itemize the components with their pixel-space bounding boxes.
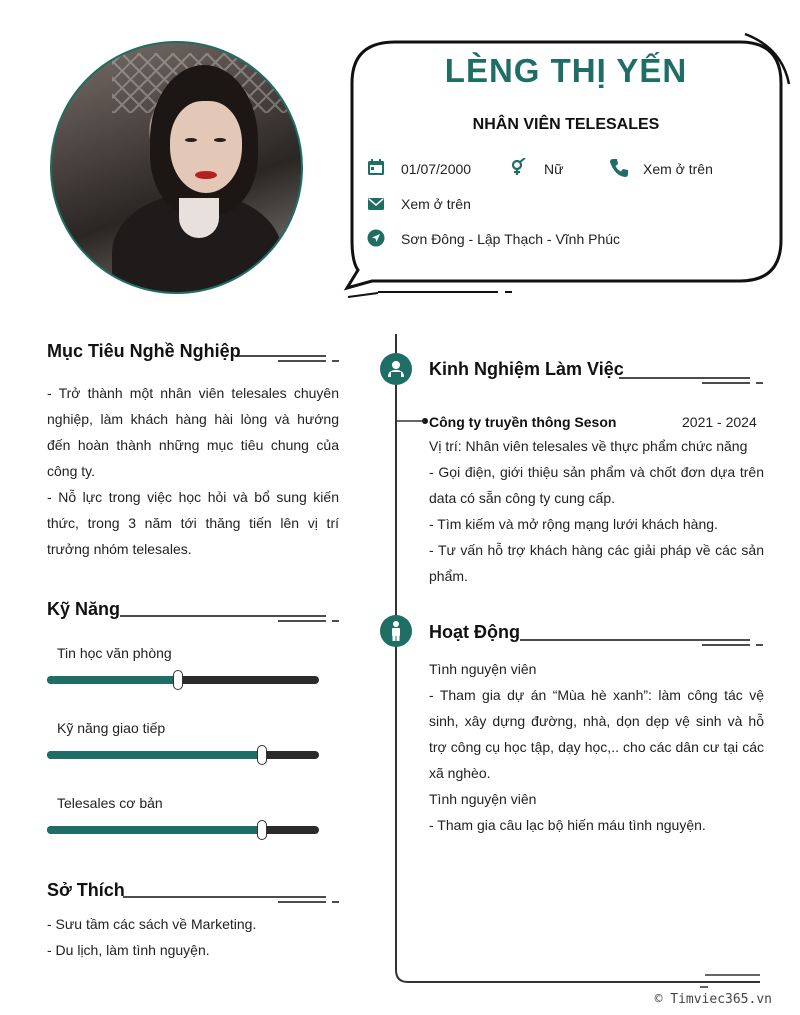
- activities-underline: [520, 636, 766, 648]
- skill-bar-knob: [257, 820, 267, 840]
- gender: Nữ: [544, 161, 564, 177]
- objective-title: Mục Tiêu Nghề Nghiệp: [47, 341, 241, 361]
- work-period: 2021 - 2024: [682, 414, 757, 430]
- email-icon: [367, 195, 385, 213]
- skill-bar-fill: [47, 676, 178, 684]
- skills-underline: [120, 612, 340, 624]
- experience-icon: [380, 353, 412, 385]
- experience-title: Kinh Nghiệm Làm Việc: [429, 359, 624, 379]
- skill-label: Tin học văn phòng: [57, 645, 172, 661]
- profile-photo: [50, 41, 303, 294]
- skills-title: Kỹ Năng: [47, 599, 121, 619]
- hobbies-underline: [123, 893, 341, 905]
- work-duty: - Tìm kiếm và mở rộng mạng lưới khách hàng.: [429, 516, 718, 532]
- skill-bar-fill: [47, 826, 262, 834]
- activities-title: Hoạt Động: [429, 622, 520, 642]
- hobbies-title: Sở Thích: [47, 880, 125, 900]
- email: Xem ở trên: [401, 196, 471, 212]
- company-name: Công ty truyền thông Seson: [429, 414, 617, 430]
- birthdate: 01/07/2000: [401, 161, 472, 177]
- work-position: Vị trí: Nhân viên telesales về thực phẩm chức năng: [429, 438, 748, 454]
- objective-line-1: - Trở thành một nhân viên telesales chuyên nghiệp, làm khách hàng hài lòng và hướng đến hoàn thành những mục tiêu chung của công ty.: [47, 385, 339, 479]
- calendar-icon: [367, 158, 385, 176]
- objective-line-2: - Nỗ lực trong việc học hỏi và bổ sung kiến thức, trong 3 năm tới thăng tiến lên vị trí trưởng nhóm telesales.: [47, 489, 339, 557]
- activity-item: - Tham gia câu lạc bộ hiến máu tình nguyện.: [429, 817, 706, 833]
- skill-label: Telesales cơ bản: [57, 795, 163, 811]
- address: Sơn Đông - Lập Thạch - Vĩnh Phúc: [401, 231, 621, 247]
- work-duty: - Gọi điện, giới thiệu sản phẩm và chốt đơn dựa trên data có sẵn công ty cung cấp.: [429, 464, 764, 506]
- candidate-name: LÈNG THỊ YẾN: [444, 52, 688, 89]
- skill-bar-knob: [173, 670, 183, 690]
- objective-underline: [236, 352, 340, 364]
- job-title: NHÂN VIÊN TELESALES: [472, 116, 660, 133]
- activities-icon: [380, 615, 412, 647]
- skill-bar: [47, 676, 319, 684]
- skill-bar: [47, 751, 319, 759]
- skill-bar-fill: [47, 751, 262, 759]
- phone-icon: [609, 158, 629, 178]
- skill-bar-knob: [257, 745, 267, 765]
- work-duty: - Tư vấn hỗ trợ khách hàng các giải pháp về các sản phẩm.: [429, 542, 764, 584]
- hobby-item: - Du lịch, làm tình nguyện.: [47, 942, 210, 958]
- skill-bar: [47, 826, 319, 834]
- gender-icon: [509, 158, 527, 176]
- location-icon: [367, 229, 385, 247]
- hobby-item: - Sưu tầm các sách về Marketing.: [47, 916, 257, 932]
- activity-item: Tình nguyện viên: [429, 791, 537, 807]
- footer-credit: © Timviec365.vn: [654, 992, 772, 1007]
- activity-item: Tình nguyện viên: [429, 661, 537, 677]
- experience-underline: [619, 374, 765, 386]
- phone: Xem ở trên: [643, 161, 713, 177]
- skill-label: Kỹ năng giao tiếp: [57, 720, 166, 736]
- activity-item: - Tham gia dự án “Mùa hè xanh”: làm công tác vệ sinh, xây dựng đường, nhà, dọn dẹp vệ sinh và hỗ trợ công cụ học tập, dạy học,.. cho các dân cư tại các xã nghèo.: [429, 687, 764, 781]
